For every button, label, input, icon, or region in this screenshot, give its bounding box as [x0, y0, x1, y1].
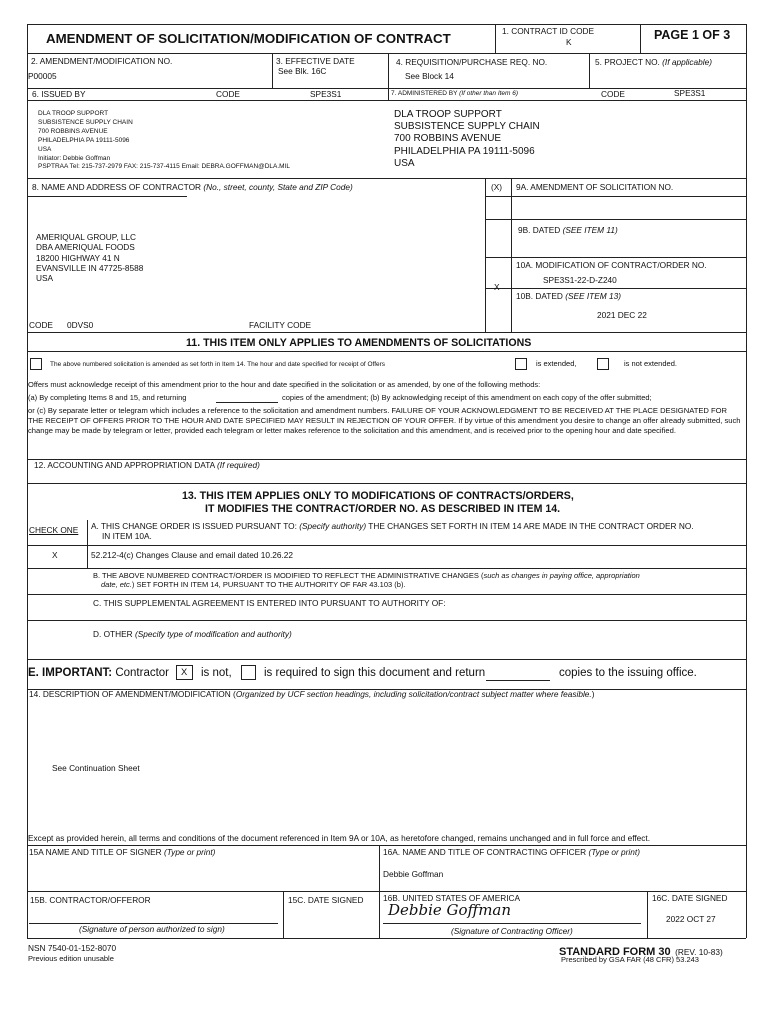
officer-signature-caption: (Signature of Contracting Officer) — [451, 926, 573, 936]
signer-name-note: (Type or print) — [163, 847, 216, 857]
amendment-no-label: 2. AMENDMENT/MODIFICATION NO. — [31, 56, 173, 66]
issued-by-code-value: SPE3S1 — [310, 89, 342, 99]
is-extended-checkbox[interactable] — [515, 358, 527, 370]
important-label — [28, 667, 169, 680]
check-one-label: CHECK ONE — [29, 525, 79, 535]
item-9b-label — [518, 226, 618, 236]
effective-date-label: 3. EFFECTIVE DATE — [276, 56, 355, 66]
signer-name-text: 15A NAME AND TITLE OF SIGNER — [29, 847, 162, 857]
admin-line: DLA TROOP SUPPORT — [394, 109, 502, 120]
item-11-line1: The above numbered solicitation is amended as set forth in Item 14. The hour and date specified for receipt of Offers — [50, 361, 386, 368]
x-column-header: (X) — [491, 182, 503, 192]
officer-name-note: (Type or print) — [588, 847, 640, 857]
administered-by-note: (If other than Item 6) — [459, 90, 519, 97]
contractor-label-note: (No., street, county, State and ZIP Code) — [203, 182, 353, 192]
contractor-code-label: CODE — [29, 320, 53, 330]
officer-name-text: 16A. NAME AND TITLE OF CONTRACTING OFFICER — [383, 847, 587, 857]
issuer-line: PHILADELPHIA PA 19111-5096 — [38, 136, 130, 144]
item-10b-value: 2021 DEC 22 — [597, 310, 647, 320]
signer-name-label — [29, 848, 215, 858]
item-14-close: ) — [591, 689, 595, 699]
contractor-line: AMERIQUAL GROUP, LLC — [36, 232, 137, 242]
contractor-line: 18200 HIGHWAY 41 N — [36, 252, 120, 263]
item-13a-x-mark: X — [52, 550, 58, 560]
contractor-signature-caption: (Signature of person authorized to sign) — [79, 924, 225, 934]
united-states-label: 16B. UNITED STATES OF AMERICA — [383, 893, 521, 903]
item-11-offers-checkbox[interactable] — [30, 358, 42, 370]
item-13b-text-2: date, etc. — [101, 580, 132, 589]
requisition-value: See Block 14 — [405, 71, 454, 81]
form-title: AMENDMENT OF SOLICITATION/MODIFICATION OF CONTRACT — [46, 31, 451, 46]
admin-line: 700 ROBBINS AVENUE — [394, 133, 502, 145]
issuer-address — [38, 110, 290, 172]
is-not-x-mark: X — [181, 667, 188, 677]
is-extended-label: is extended, — [536, 359, 577, 368]
item-10a-mark: X — [494, 282, 500, 292]
standard-form-title: STANDARD FORM 30 — [559, 946, 671, 958]
item-14-content: See Continuation Sheet — [52, 763, 140, 773]
item-11-paragraph: or (c) By separate letter or telegram which includes a reference to the solicitation and amendment numbers. FAILURE OF YOUR ACKNOWLEDGMENT TO BE RECEIVED AT THE PLACE DESIGNATED FOR THE RECEIPT OF OFFERS PRIOR TO THE HOUR AND DATE SPECIFIED MAY RESULT IN REJECTION OF YOUR OFFER. If by virtue of this amendment you desire to change an offer already submitted, such change may be made by telegram or letter, provided each telegram or letter makes reference to the solicitation and this amendment, and is received prior to the opening hour and date specified. — [28, 406, 741, 435]
issuer-line: SUBSISTENCE SUPPLY CHAIN — [38, 118, 133, 126]
contract-id-value: K — [566, 37, 572, 47]
item-14-text: 14. DESCRIPTION OF AMENDMENT/MODIFICATION ( — [29, 689, 236, 699]
item-9b-note: (SEE ITEM 11) — [562, 225, 618, 235]
officer-signature-line — [383, 923, 641, 924]
officer-date-signed-label: 16C. DATE SIGNED — [652, 893, 728, 903]
issuer-line: PSPTRAA Tel: 215-737-2979 FAX: 215-737-4115 Email: DEBRA.GOFFMAN@DLA.MIL — [38, 163, 291, 171]
admin-line: PHILADELPHIA PA 19111-5096 — [394, 145, 535, 157]
issuer-line: DLA TROOP SUPPORT — [38, 110, 109, 117]
officer-name-label — [383, 848, 640, 858]
item-13d-text — [93, 630, 292, 640]
item-13d-label: D. OTHER — [93, 629, 133, 639]
item-10b-label — [516, 292, 621, 302]
contractor-line: EVANSVILLE IN 47725-8588 — [36, 262, 144, 273]
item-9a-label: 9A. AMENDMENT OF SOLICITATION NO. — [516, 182, 674, 192]
facility-code-label: FACILITY CODE — [249, 320, 312, 330]
project-no-note: (If applicable) — [662, 57, 712, 67]
contractor-date-signed-label: 15C. DATE SIGNED — [288, 895, 364, 905]
item-11-line2: Offers must acknowledge receipt of this amendment prior to the hour and date specified in the solicitation or as amended, by one of the following methods: — [28, 380, 541, 389]
requisition-label: 4. REQUISITION/PURCHASE REQ. NO. — [396, 57, 548, 67]
issued-by-label: 6. ISSUED BY — [32, 89, 86, 99]
issuer-line: USA — [38, 145, 52, 153]
important-contractor: Contractor — [115, 667, 170, 679]
item-10b-note: (SEE ITEM 13) — [565, 291, 621, 301]
item-10a-value: SPE3S1-22-D-Z240 — [543, 275, 617, 285]
item-9b-text: 9B. DATED — [518, 225, 561, 235]
terms-note: Except as provided herein, all terms and conditions of the document referenced in Item 9A or 10A, as heretofore changed, remains unchanged and in full force and effect. — [28, 833, 651, 843]
item-13c-text: C. THIS SUPPLEMENTAL AGREEMENT IS ENTERED INTO PURSUANT TO AUTHORITY OF: — [93, 598, 446, 608]
copies-to-office-label: copies to the issuing office. — [559, 667, 697, 679]
item-11-heading: 11. THIS ITEM ONLY APPLIES TO AMENDMENTS OF SOLICITATIONS — [186, 337, 532, 349]
administered-by-label — [391, 90, 518, 97]
officer-name-value: Debbie Goffman — [383, 869, 444, 879]
item-13b-text-3: ) SET FORTH IN ITEM 14, PURSUANT TO THE AUTHORITY OF FAR 43.103 (b). — [131, 580, 406, 589]
contracting-officer-signature: Debbie Goffman — [388, 901, 512, 919]
item-10b-text: 10B. DATED — [516, 291, 563, 301]
important-heading: E. IMPORTANT: — [28, 667, 113, 679]
item-14-note: Organized by UCF section headings, including solicitation/contract subject matter where feasible. — [235, 689, 592, 699]
return-copies-blank-line — [486, 680, 550, 681]
administered-code-value: SPE3S1 — [674, 88, 706, 98]
issuer-line: Initiator: Debbie Goffman — [38, 154, 111, 162]
item-14-label — [29, 690, 594, 700]
change-authority: 52.212-4(c) Changes Clause and email dated 10.26.22 — [91, 550, 294, 560]
contractor-line: USA — [36, 273, 54, 284]
standard-form-rev: (REV. 10-83) — [675, 947, 723, 957]
item-12-label — [34, 461, 260, 471]
officer-date-signed-value: 2022 OCT 27 — [666, 914, 716, 924]
item-11-line3b: copies of the amendment; (b) By acknowledging receipt of this amendment on each copy of the offer submitted; — [282, 393, 652, 402]
item-13b-line2 — [101, 581, 406, 590]
copies-blank-line — [216, 402, 278, 403]
effective-date-value: See Blk. 16C — [278, 66, 327, 76]
contractor-label-text: 8. NAME AND ADDRESS OF CONTRACTOR — [32, 182, 202, 192]
is-not-label: is not, — [201, 667, 232, 679]
item-13a-text — [91, 522, 694, 532]
item-10a-label: 10A. MODIFICATION OF CONTRACT/ORDER NO. — [516, 260, 707, 270]
item-13a-text-1: A. THIS CHANGE ORDER IS ISSUED PURSUANT TO: — [91, 521, 297, 531]
amendment-no-value: P00005 — [28, 71, 57, 81]
contract-id-label: 1. CONTRACT ID CODE — [502, 26, 595, 36]
contractor-line: DBA AMERIQUAL FOODS — [36, 242, 135, 253]
item-13b-note: such as changes in paying office, appropriation — [483, 571, 640, 580]
is-not-extended-checkbox[interactable] — [597, 358, 609, 370]
item-13b-text-1: B. THE ABOVE NUMBERED CONTRACT/ORDER IS MODIFIED TO REFLECT THE ADMINISTRATIVE CHANGES ( — [93, 571, 484, 580]
is-not-extended-label: is not extended. — [624, 359, 677, 368]
issuer-line: 700 ROBBINS AVENUE — [38, 127, 108, 135]
is-not-checkbox[interactable] — [176, 665, 193, 680]
admin-line: USA — [394, 157, 415, 169]
admin-line: SUBSISTENCE SUPPLY CHAIN — [394, 121, 540, 133]
is-required-checkbox[interactable] — [241, 665, 256, 680]
previous-edition-note: Previous edition unusable — [28, 954, 114, 963]
contractor-label — [32, 183, 353, 193]
item-12-note: (If required) — [217, 460, 260, 470]
item-13a-note: (Specify authority) — [299, 521, 367, 531]
nsn-number: NSN 7540-01-152-8070 — [28, 943, 117, 953]
contractor-address — [36, 232, 143, 283]
administered-code-label: CODE — [601, 89, 625, 99]
administered-by-text: 7. ADMINISTERED BY — [391, 90, 458, 97]
item-13a-text-3: IN ITEM 10A. — [102, 531, 152, 541]
item-13d-note: (Specify type of modification and authority) — [134, 629, 292, 639]
item-11-line3a: (a) By completing Items 8 and 15, and returning — [28, 393, 187, 402]
project-no-label — [595, 58, 712, 68]
contractor-code-value: 0DVS0 — [67, 320, 94, 330]
issued-by-code-label: CODE — [216, 89, 240, 99]
item-13-heading-2: IT MODIFIES THE CONTRACT/ORDER NO. AS DESCRIBED IN ITEM 14. — [205, 503, 561, 515]
page-indicator: PAGE 1 OF 3 — [654, 28, 731, 42]
project-no-text: 5. PROJECT NO. — [595, 57, 660, 67]
is-required-label: is required to sign this document and return — [264, 667, 486, 679]
contractor-offeror-label: 15B. CONTRACTOR/OFFEROR — [30, 895, 151, 905]
administrator-address — [394, 109, 540, 170]
item-12-text: 12. ACCOUNTING AND APPROPRIATION DATA — [34, 460, 215, 470]
prescribed-by: Prescribed by GSA FAR (48 CFR) 53.243 — [561, 955, 699, 964]
item-13a-text-2: THE CHANGES SET FORTH IN ITEM 14 ARE MADE IN THE CONTRACT ORDER NO. — [368, 521, 694, 531]
item-13-heading-1: 13. THIS ITEM APPLIES ONLY TO MODIFICATIONS OF CONTRACTS/ORDERS, — [182, 490, 574, 502]
